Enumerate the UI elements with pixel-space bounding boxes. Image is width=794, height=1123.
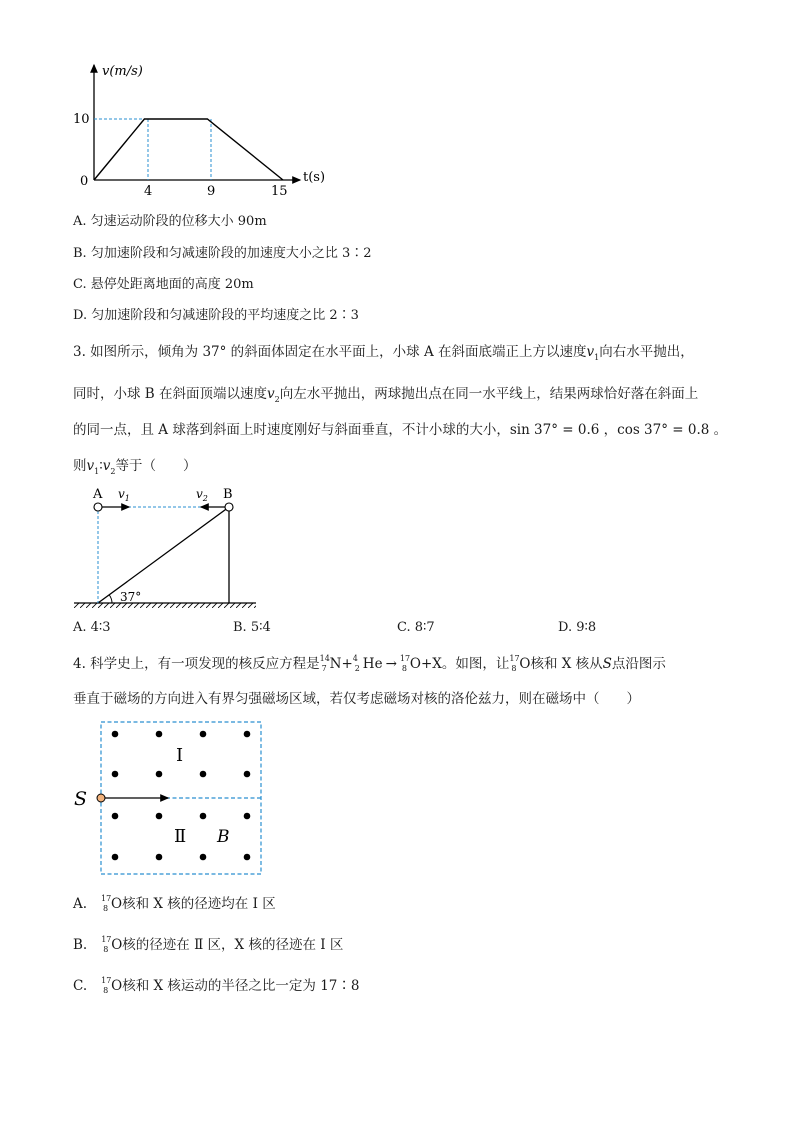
field-dot bbox=[112, 731, 119, 738]
velocity-time-graph bbox=[60, 55, 340, 205]
q3-option-a: A. 4∶3 bbox=[73, 620, 111, 635]
field-dot bbox=[244, 813, 251, 820]
q4-option-a bbox=[73, 895, 276, 913]
q4-line1-part-d: 点沿图示 bbox=[611, 656, 666, 672]
field-dot bbox=[112, 854, 119, 861]
option-c-isotope: 17 8 bbox=[101, 976, 112, 995]
y-axis-label: v(m/s) bbox=[102, 64, 143, 79]
q3-line-4 bbox=[73, 457, 196, 477]
q4-option-a-text: O核和 X 核的径迹均在 Ⅰ 区 bbox=[111, 896, 276, 912]
field-dot bbox=[156, 813, 163, 820]
label-region-1: Ⅰ bbox=[176, 745, 184, 766]
helium-symbol: He bbox=[362, 656, 383, 672]
magnetic-field-figure bbox=[66, 716, 266, 878]
q3-option-c: C. 8∶7 bbox=[397, 620, 435, 635]
field-dot bbox=[200, 813, 207, 820]
q3-line4-part-b: 等于（ ） bbox=[115, 458, 197, 474]
source-point-s bbox=[97, 794, 105, 802]
q4-line1-part-c: O核和 X 核从 bbox=[519, 656, 603, 672]
label-s: S bbox=[74, 788, 88, 810]
ground-hatch bbox=[74, 603, 256, 608]
field-dot bbox=[244, 771, 251, 778]
helium-isotope: 4 2 bbox=[352, 654, 360, 673]
x-axis-label: t(s) bbox=[303, 170, 326, 185]
ball-b bbox=[225, 503, 233, 511]
q4-option-b-text: O核的径迹在 Ⅱ 区，X 核的径迹在 Ⅰ 区 bbox=[111, 937, 344, 953]
label-v1: $v_1$ bbox=[118, 487, 130, 503]
field-dot bbox=[156, 731, 163, 738]
q4-option-b-label: B. bbox=[73, 937, 88, 953]
q4-option-b bbox=[73, 936, 343, 954]
q4-option-c-text: O核和 X 核运动的半径之比一定为 17∶8 bbox=[111, 978, 360, 994]
incline-slope bbox=[98, 507, 229, 603]
q3-line4-part-a: 则 bbox=[73, 458, 87, 474]
field-dot bbox=[112, 813, 119, 820]
oxygen-isotope-2: 17 8 bbox=[509, 654, 520, 673]
q4-option-c-label: C. bbox=[73, 978, 88, 994]
angle-arc bbox=[109, 595, 112, 603]
ball-a bbox=[94, 503, 102, 511]
q4-line1-part-b: 。如图，让 bbox=[441, 656, 510, 672]
v2-subscript: 2 bbox=[274, 395, 280, 404]
field-dot bbox=[112, 771, 119, 778]
eq-arrow: → bbox=[385, 656, 397, 672]
q3-line-2 bbox=[73, 385, 698, 405]
label-region-2: Ⅱ bbox=[174, 826, 187, 847]
q4-line-2: 垂直于磁场的方向进入有界匀强磁场区域，若仅考虑磁场对核的洛伦兹力，则在磁场中（ ） bbox=[73, 691, 640, 707]
x-tick-9: 9 bbox=[207, 184, 216, 199]
ratio-v1: v bbox=[86, 458, 95, 474]
field-dot bbox=[200, 771, 207, 778]
incline-figure bbox=[68, 482, 268, 612]
oxygen-symbol: O bbox=[409, 656, 421, 672]
q4-option-c bbox=[73, 977, 359, 995]
ratio-v1-subscript: 1 bbox=[94, 467, 100, 476]
x-tick-4: 4 bbox=[144, 184, 153, 199]
s-point-symbol: S bbox=[602, 656, 612, 672]
origin-label: 0 bbox=[80, 174, 89, 189]
eq-plus-1: + bbox=[341, 656, 353, 672]
q3-option-b: B. 5∶4 bbox=[233, 620, 271, 635]
v1-subscript: 1 bbox=[594, 353, 600, 362]
x-symbol: X bbox=[432, 656, 442, 672]
q3-line-1 bbox=[73, 343, 694, 363]
oxygen-isotope: 17 8 bbox=[399, 654, 411, 673]
y-tick-10: 10 bbox=[73, 112, 90, 127]
q2-option-c: C. 悬停处距离地面的高度 20m bbox=[73, 277, 254, 292]
q2-option-b: B. 匀加速阶段和匀减速阶段的加速度大小之比 3∶2 bbox=[73, 246, 372, 261]
q4-line1-part-a: 4. 科学史上，有一项发现的核反应方程是 bbox=[73, 656, 320, 672]
nitrogen-symbol: N bbox=[329, 656, 342, 672]
q3-line1-part-a: 3. 如图所示，倾角为 37° 的斜面体固定在水平面上，小球 A 在斜面底端正上方以速度 bbox=[73, 344, 587, 360]
nitrogen-isotope: 14 7 bbox=[319, 654, 330, 673]
q2-option-d: D. 匀加速阶段和匀减速阶段的平均速度之比 2∶3 bbox=[73, 308, 359, 323]
label-angle: 37° bbox=[120, 590, 142, 604]
label-b: B bbox=[223, 487, 233, 502]
ratio-colon: ∶ bbox=[99, 458, 103, 474]
v2-symbol: v bbox=[267, 386, 275, 402]
option-a-isotope: 17 8 bbox=[101, 894, 112, 913]
label-v2: $v_2$ bbox=[196, 487, 208, 503]
field-dot bbox=[200, 731, 207, 738]
q3-line-3: 的同一点，且 A 球落到斜面上时速度刚好与斜面垂直，不计小球的大小，sin 37° = 0.6 ，cos 37° = 0.8 。 bbox=[73, 422, 728, 438]
q3-option-d: D. 9∶8 bbox=[558, 620, 597, 635]
x-tick-15: 15 bbox=[271, 184, 288, 199]
field-dot bbox=[156, 854, 163, 861]
label-a: A bbox=[93, 487, 103, 502]
q2-option-a: A. 匀速运动阶段的位移大小 90m bbox=[73, 214, 267, 229]
field-dot bbox=[244, 731, 251, 738]
option-b-isotope: 17 8 bbox=[101, 935, 112, 954]
eq-plus-2: + bbox=[420, 656, 433, 672]
velocity-series-line bbox=[94, 119, 283, 180]
field-dot bbox=[244, 854, 251, 861]
q4-line-1 bbox=[73, 655, 666, 673]
field-dot bbox=[156, 771, 163, 778]
q3-line1-part-b: 向右水平抛出， bbox=[599, 344, 694, 360]
q4-option-a-label: A. bbox=[73, 896, 88, 912]
label-b-field: B bbox=[217, 827, 230, 847]
ratio-v2-subscript: 2 bbox=[110, 467, 116, 476]
ratio-v2: v bbox=[102, 458, 111, 474]
q3-line2-part-a: 同时，小球 B 在斜面顶端以速度 bbox=[73, 386, 268, 402]
field-dot bbox=[200, 854, 207, 861]
v1-symbol: v bbox=[586, 344, 595, 360]
q3-line2-part-b: 向左水平抛出，两球抛出点在同一水平线上，结果两球恰好落在斜面上 bbox=[279, 386, 699, 402]
